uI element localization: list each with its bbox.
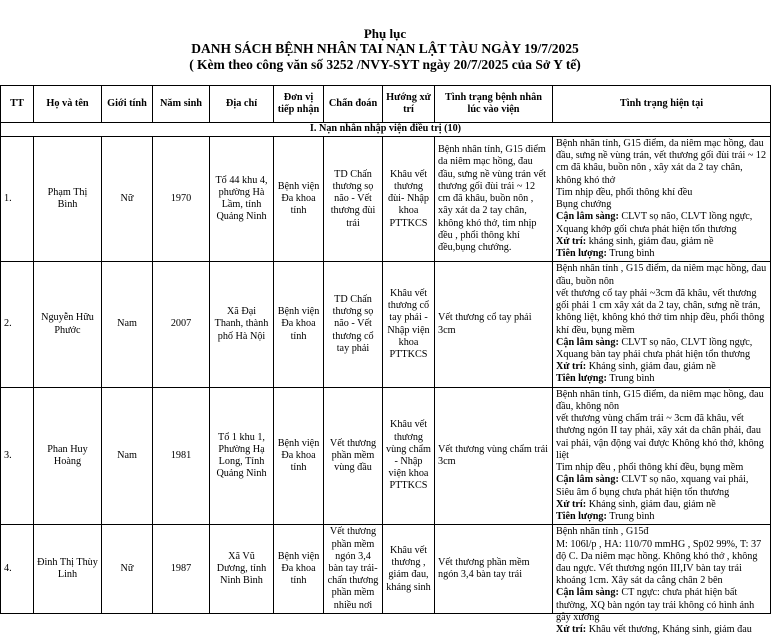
paraclinical-text: CLVT sọ não, xquang vai phải, Siêu âm ổ bụng chưa phát hiện tổn thương — [556, 474, 749, 498]
cell-treatment: Khâu vết thương , giảm đau, kháng sinh — [383, 525, 435, 614]
cell-unit: Bệnh viện Đa khoa tỉnh — [274, 137, 324, 262]
status-line: vết thương cổ tay phải ~3cm đã khâu, vết thương gối phải 1 cm xây xát da 2 tay, chân, sưng nề trán, không liệt, không khó thở tim nhịp đều, phổi thông khí đều, bụng mềm — [556, 287, 765, 336]
treatment-line — [556, 236, 767, 248]
col-header-diagnosis: Chẩn đoán — [324, 86, 383, 123]
cell-diagnosis: Vết thương phần mềm vùng đầu — [324, 387, 383, 525]
cell-diagnosis: TD Chấn thương sọ não - Vết thương cổ tay phải — [324, 262, 383, 387]
prognosis-line — [556, 373, 767, 385]
cell-address: Xã Đại Thanh, thành phố Hà Nội — [210, 262, 274, 387]
prognosis-text: Trung bình — [606, 373, 655, 385]
treatment-text: Kháng sinh, giảm đau, giảm nề — [586, 498, 716, 510]
cell-current-status — [553, 137, 771, 262]
list-title: DANH SÁCH BỆNH NHÂN TAI NẠN LẬT TÀU NGÀY 19/7/2025 — [191, 41, 579, 57]
col-header-gender: Giới tính — [102, 86, 153, 123]
cell-name: Đinh Thị Thùy Linh — [34, 525, 102, 614]
col-header-year: Năm sinh — [153, 86, 210, 123]
appendix-title: Phụ lục — [363, 26, 407, 41]
table-row — [1, 387, 771, 525]
treatment-text: Kháng sinh, giảm đau, giảm nề — [586, 361, 716, 373]
status-line: Tim nhịp đều , phổi thông khí đều, bụng mềm — [556, 462, 744, 474]
treatment-text: kháng sinh, giảm đau, giảm nề — [586, 235, 714, 247]
diagnosis-text: Vết thương phần mềm ngón 3,4 bàn tay trái- chấn thương phần mềm nhiều nơi — [327, 526, 379, 611]
section-title: I. Nạn nhân nhập viện điều trị (10) — [1, 123, 771, 137]
cell-tt: 2. — [1, 262, 34, 387]
table-row — [1, 137, 771, 262]
treatment-label: Xử trí: — [556, 235, 587, 247]
treatment-label: Xử trí: — [556, 361, 587, 373]
paraclinical-line — [556, 587, 767, 624]
cell-diagnosis — [324, 525, 383, 614]
prognosis-label: Tiên lượng: — [556, 511, 607, 523]
paraclinical-line — [556, 337, 767, 361]
prognosis-line — [556, 248, 767, 260]
status-line: Bệnh nhân tỉnh , G15đ — [556, 526, 649, 538]
cell-current-status — [553, 387, 771, 525]
cell-current-status — [553, 525, 771, 636]
treatment-label: Xử trí: — [556, 624, 587, 636]
treatment-text: Khâu vết thương, Kháng sinh, giảm đau — [586, 624, 752, 636]
status-line: vết thương vùng chẩm trái ~ 3cm đã khâu, vết thương ngón II tay phải, xây xát da chân phải, đau vai phải, vận động vai được Không khó thở, không liệt — [556, 413, 764, 461]
paraclinical-text: CLVT sọ não, CLVT lồng ngực, Xquang khớp gối chưa phát hiện tổn thương — [556, 211, 753, 235]
cell-unit: Bệnh viện Đa khoa tỉnh — [274, 525, 324, 614]
cell-name: Phạm Thị Bình — [34, 137, 102, 262]
cell-address: Xã Vũ Dương, tỉnh Ninh Bình — [210, 525, 274, 614]
paraclinical-text: CLVT sọ não, CLVT lồng ngực, Xquang bàn tay phải chưa phát hiện tổn thương — [556, 336, 753, 360]
status-line: Bệnh nhân tỉnh , G15 điểm, da niêm mạc hồng, đau đầu, buồn nôn — [556, 263, 767, 287]
section-row — [1, 123, 771, 137]
cell-address: Tổ 44 khu 4, phường Hà Lầm, tỉnh Quảng Ninh — [210, 137, 274, 262]
current-status-body — [556, 526, 767, 636]
cell-unit: Bệnh viện Đa khoa tỉnh — [274, 262, 324, 387]
prognosis-line — [556, 511, 767, 523]
paraclinical-line — [556, 211, 767, 235]
cell-diagnosis: TD Chấn thương sọ não - Vết thương đùi trái — [324, 137, 383, 262]
col-header-tt: TT — [1, 86, 34, 123]
col-header-unit: Đơn vị tiếp nhận — [274, 86, 324, 123]
paraclinical-label: Cận lâm sàng: — [556, 336, 619, 348]
cell-gender: Nữ — [102, 525, 153, 614]
col-header-address: Địa chỉ — [210, 86, 274, 123]
cell-treatment: Khâu vết thương đùi- Nhập khoa PTTKCS — [383, 137, 435, 262]
table-row — [1, 262, 771, 387]
status-line: Tim nhịp đều, phổi thông khí đều — [556, 186, 693, 198]
cell-tt: 1. — [1, 137, 34, 262]
cell-admission: Bệnh nhân tỉnh, G15 điểm da niêm mạc hồng, đau đầu, sưng nề vùng trán vết thương gối đùi trái ~ 12 cm đã khâu, buồn nôn , xây xát da 2 tay chân, không khó thở, tim nhịp đều , phổi thông khí đều,bụng chướng. — [435, 137, 553, 262]
cell-treatment: Khâu vết thương vùng chẩm - Nhập viện khoa PTTKCS — [383, 387, 435, 525]
cell-admission: Vết thương vùng chẩm trái 3cm — [435, 387, 553, 525]
status-line: Bụng chướng — [556, 199, 612, 211]
paraclinical-label: Cận lâm sàng: — [556, 587, 619, 599]
col-header-admission: Tình trạng bệnh nhân lúc vào viện — [435, 86, 553, 123]
cell-gender: Nam — [102, 262, 153, 387]
cell-name: Nguyễn Hữu Phước — [34, 262, 102, 387]
treatment-line — [556, 624, 767, 636]
prognosis-label: Tiên lượng: — [556, 373, 607, 385]
cell-admission: Vết thương cổ tay phải 3cm — [435, 262, 553, 387]
col-header-name: Họ và tên — [34, 86, 102, 123]
cell-tt: 3. — [1, 387, 34, 525]
cell-gender: Nam — [102, 387, 153, 525]
paraclinical-label: Cận lâm sàng: — [556, 474, 619, 486]
cell-gender: Nữ — [102, 137, 153, 262]
document-header — [0, 0, 770, 73]
treatment-label: Xử trí: — [556, 498, 587, 510]
paraclinical-text: CT ngực: chưa phát hiện bất thường, XQ bàn ngón tay trái không có hình ảnh gẫy xương — [556, 587, 755, 623]
paraclinical-label: Cận lâm sàng: — [556, 211, 619, 223]
cell-year: 1970 — [153, 137, 210, 262]
status-line: Bệnh nhân tỉnh, G15 điểm, da niêm mạc hồng, đau đầu, không nôn — [556, 388, 764, 412]
prognosis-text: Trung bình — [606, 248, 655, 260]
patient-table — [0, 85, 771, 636]
cell-tt: 4. — [1, 525, 34, 614]
cell-address: Tổ 1 khu 1, Phường Hạ Long, Tỉnh Quảng Ninh — [210, 387, 274, 525]
table-header-row — [1, 86, 771, 123]
cell-treatment: Khâu vết thương cổ tay phải - Nhập viện khoa PTTKCS — [383, 262, 435, 387]
status-line: Bệnh nhân tỉnh, G15 điểm, da niêm mạc hồng, đau đầu, sưng nề vùng trán, vết thương gối đùi trái ~ 12 cm đã khâu, buồn nôn , xây xát da 2 tay chân, không khó thở — [556, 138, 767, 186]
cell-current-status — [553, 262, 771, 387]
cell-year: 2007 — [153, 262, 210, 387]
paraclinical-line — [556, 474, 767, 498]
prognosis-text: Trung bình — [606, 511, 655, 523]
treatment-line — [556, 499, 767, 511]
cell-admission: Vết thương phần mềm ngón 3,4 bàn tay trái — [435, 525, 553, 614]
treatment-line — [556, 361, 767, 373]
col-header-current: Tình trạng hiện tại — [553, 86, 771, 123]
cell-year: 1981 — [153, 387, 210, 525]
cell-year: 1987 — [153, 525, 210, 614]
table-row — [1, 525, 771, 614]
cell-name: Phan Huy Hoàng — [34, 387, 102, 525]
status-line: M: 106l/p , HA: 110/70 mmHG , Sp02 99%, T: 37 độ C. Da niêm mạc hồng. Không khó thở , không đau ngực. Vết thương ngón III,IV bàn tay trái khoảng 1cm. Xây sát da cẳng chân 2 bên — [556, 538, 762, 587]
prognosis-label: Tiên lượng: — [556, 248, 607, 260]
reference-line: ( Kèm theo công văn số 3252 /NVY-SYT ngày 20/7/2025 của Sở Y tế) — [189, 57, 581, 73]
cell-unit: Bệnh viện Đa khoa tỉnh — [274, 387, 324, 525]
col-header-treatment: Hướng xử trí — [383, 86, 435, 123]
